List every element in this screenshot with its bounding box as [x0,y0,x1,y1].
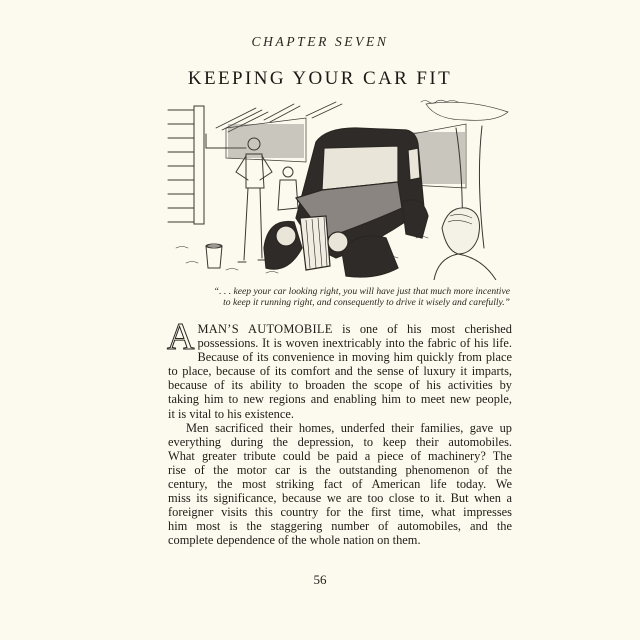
caption-line-2: to keep it running right, and consequently to drive it wisely and carefully.” [223,297,510,308]
line-text: is one of his most cherished [332,322,512,336]
chapter-title: KEEPING YOUR CAR FIT [187,68,453,89]
paragraph-2-line-6: miss its significance, because we are too close to it. But when a [168,491,512,506]
paragraph-2-line-3: What greater tribute could be paid a piece of machinery? The [168,448,512,463]
caption-line-1: “. . . keep your car looking right, you will have just that much more incentive [213,286,510,297]
chapter-label: CHAPTER SEVEN [251,34,389,49]
body-text [167,316,512,548]
car-illustration [166,98,514,280]
paragraph-2-line-7: foreigner visits this country for the first time, what impresses [168,505,512,520]
lead-in: MAN’S AUTOMOBILE [197,322,333,336]
paragraph-2-line-2: everything during the depression, to keep their automobiles. [168,434,512,449]
paragraph-1-line-6: taking him to new regions and enabling him to meet new people, [168,392,512,407]
paragraph-1-line-5: because of its ability to broaden the scope of his activities by [168,378,512,393]
drop-cap: A [167,316,195,358]
illustration-caption [170,286,510,308]
paragraph-1-line-4: to place, because of its comfort and the sense of luxury it imparts, [168,364,512,379]
paragraph-1-line-7: it is vital to his existence. [168,406,294,421]
paragraph-2-line-4: rise of the motor car is the outstanding phenomenon of the [168,462,512,477]
paragraph-2-line-1: Men sacrificed their homes, underfed their families, gave up [186,420,512,435]
page-number: 56 [313,572,327,587]
paragraph-2-line-9: complete dependence of the whole nation on them. [168,533,421,548]
paragraph-1-line-3: Because of its convenience in moving him quickly from place [197,350,512,365]
paragraph-1-line-2: possessions. It is woven inextricably into the fabric of his life. [197,336,512,351]
paragraph-2-line-8: him most is the staggering number of automobiles, and the [168,519,512,534]
paragraph-2-line-5: century, the most striking fact of American life today. We [168,477,512,492]
paragraph-1-line-1 [168,322,512,336]
car-illustration-drawing [166,98,514,280]
